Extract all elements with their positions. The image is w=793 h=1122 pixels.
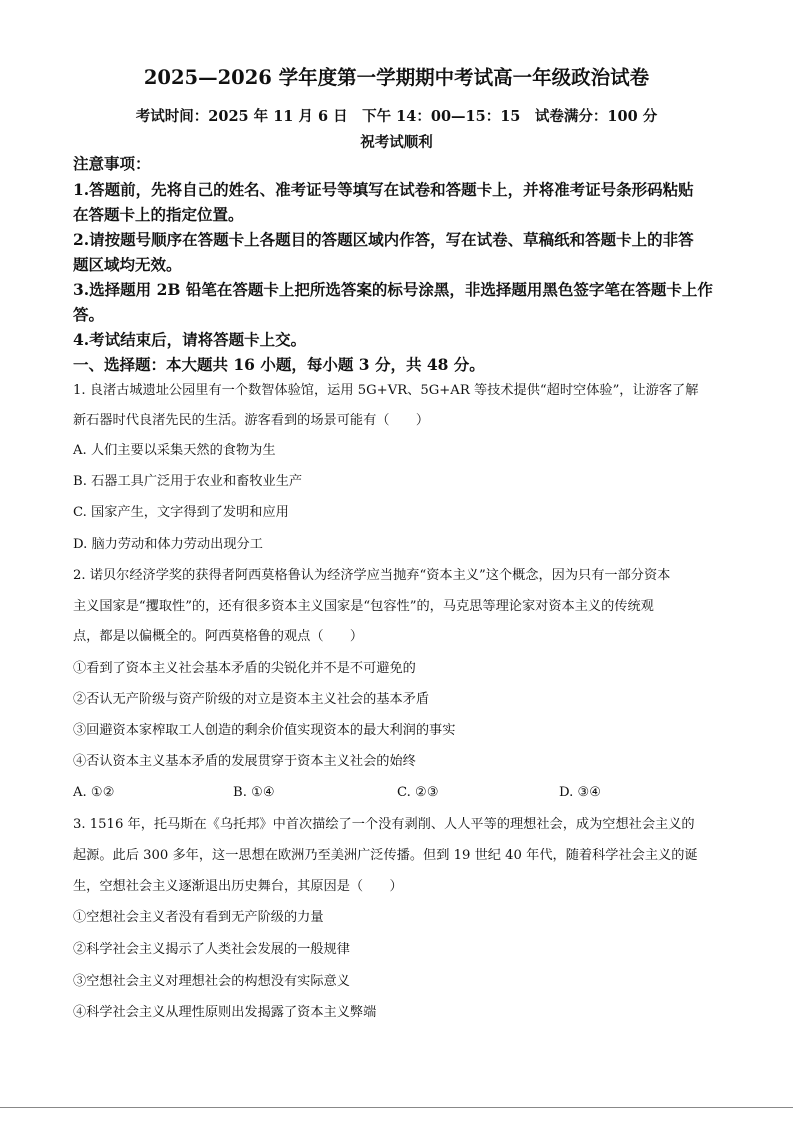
notice-line: 1.答题前，先将自己的姓名、准考证号等填写在试卷和答题卡上，并将准考证号条形码粘贴 [73, 180, 694, 199]
page-bottom-rule [0, 1107, 793, 1108]
q2-stem-line: 点，都是以偏概全的。阿西莫格鲁的观点（ ） [73, 629, 364, 644]
q2-option-a: A. ①② [73, 785, 115, 800]
q2-item-2: ②否认无产阶级与资产阶级的对立是资本主义社会的基本矛盾 [73, 692, 430, 707]
q1-option-b: B. 石器工具广泛用于农业和畜牧业生产 [73, 474, 303, 489]
q3-item-2: ②科学社会主义揭示了人类社会发展的一般规律 [73, 942, 350, 957]
q3-stem-line: 生，空想社会主义逐渐退出历史舞台，其原因是（ ） [73, 879, 403, 894]
notice-line: 答。 [73, 305, 105, 324]
q2-item-1: ①看到了资本主义社会基本矛盾的尖锐化并不是不可避免的 [73, 661, 416, 676]
section-heading: 一、选择题：本大题共 16 小题，每小题 3 分，共 48 分。 [73, 355, 485, 374]
q1-stem-line: 新石器时代良渚先民的生活。游客看到的场景可能有（ ） [73, 413, 430, 428]
q2-stem-line: 2. 诺贝尔经济学奖的获得者阿西莫格鲁认为经济学应当抛弃“资本主义”这个概念，因为只有一部分资本 [73, 568, 671, 583]
notice-line: 3.选择题用 2B 铅笔在答题卡上把所选答案的标号涂黑，非选择题用黑色签字笔在答题卡上作 [73, 280, 713, 299]
q3-item-1: ①空想社会主义者没有看到无产阶级的力量 [73, 910, 324, 925]
q2-option-c: C. ②③ [397, 785, 439, 800]
notice-heading: 注意事项： [73, 154, 151, 173]
q2-option-b: B. ①④ [233, 785, 275, 800]
q2-option-d: D. ③④ [559, 785, 602, 800]
q1-option-a: A. 人们主要以采集天然的食物为生 [73, 443, 276, 458]
q3-stem-line: 起源。此后 300 多年，这一思想在欧洲乃至美洲广泛传播。但到 19 世纪 40 年代，随着科学社会主义的诞 [73, 848, 698, 863]
q1-stem-line: 1. 良渚古城遗址公园里有一个数智体验馆，运用 5G+VR、5G+AR 等技术提供“超时空体验”，让游客了解 [73, 383, 699, 398]
q1-option-d: D. 脑力劳动和体力劳动出现分工 [73, 537, 263, 552]
notice-line: 在答题卡上的指定位置。 [73, 205, 244, 224]
exam-info: 考试时间：2025 年 11 月 6 日 下午 14：00—15：15 试卷满分：100 分 [135, 108, 658, 125]
q2-stem-line: 主义国家是“攫取性”的，还有很多资本主义国家是“包容性”的，马克思等理论家对资本主义的传统观 [73, 599, 654, 614]
notice-line: 4.考试结束后，请将答题卡上交。 [73, 330, 307, 349]
q3-item-4: ④科学社会主义从理性原则出发揭露了资本主义弊端 [73, 1005, 377, 1020]
q1-option-c: C. 国家产生，文字得到了发明和应用 [73, 505, 289, 520]
wish-line: 祝考试顺利 [360, 134, 433, 151]
q3-item-3: ③空想社会主义对理想社会的构想没有实际意义 [73, 974, 350, 989]
notice-line: 2.请按题号顺序在答题卡上各题目的答题区域内作答，写在试卷、草稿纸和答题卡上的非答 [73, 230, 694, 249]
q3-stem-line: 3. 1516 年，托马斯在《乌托邦》中首次描绘了一个没有剥削、人人平等的理想社会，成为空想社会主义的 [73, 817, 695, 832]
q2-item-3: ③回避资本家榨取工人创造的剩余价值实现资本的最大利润的事实 [73, 723, 456, 738]
exam-title: 2025—2026 学年度第一学期期中考试高一年级政治试卷 [143, 66, 650, 89]
notice-line: 题区域均无效。 [73, 255, 182, 274]
q2-item-4: ④否认资本主义基本矛盾的发展贯穿于资本主义社会的始终 [73, 754, 416, 769]
